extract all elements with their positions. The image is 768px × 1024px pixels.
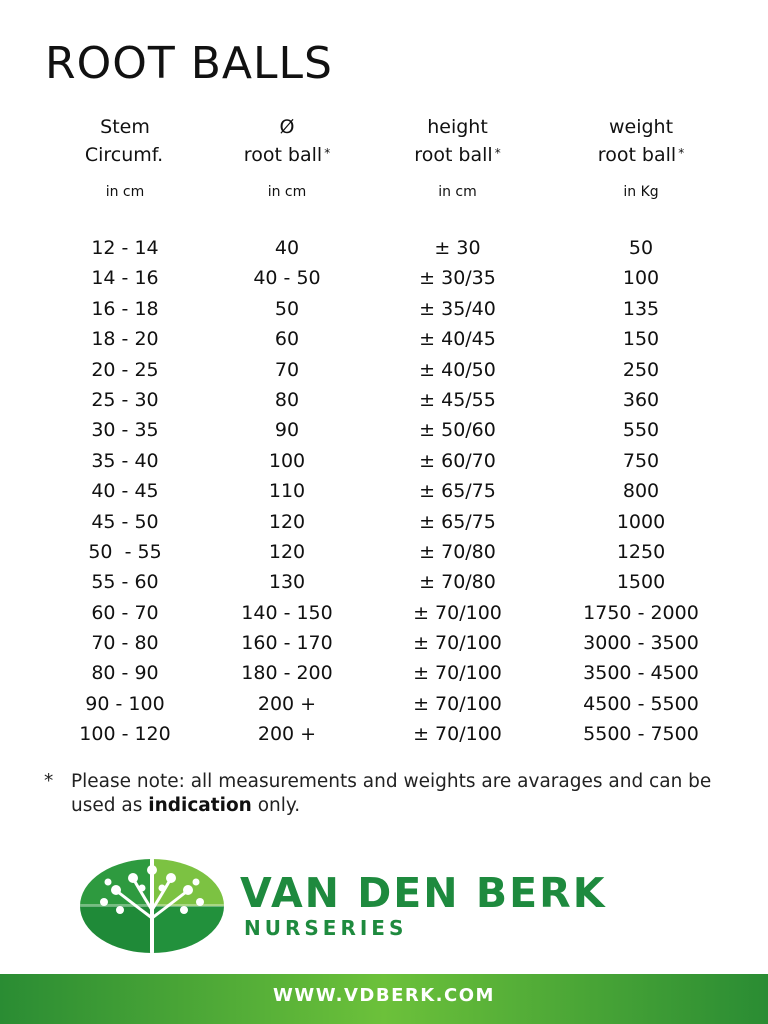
table-cell: 4500 - 5500 <box>583 692 699 715</box>
table-cell: 16 - 18 <box>91 297 159 320</box>
table-row <box>0 567 768 597</box>
root-ball-table <box>0 233 768 750</box>
table-cell: 135 <box>622 297 660 320</box>
table-cell: ± 40/50 <box>419 358 496 381</box>
table-cell: 100 - 120 <box>79 723 171 746</box>
table-row <box>0 658 768 688</box>
table-cell: 20 - 25 <box>91 358 159 381</box>
table-cell: 90 - 100 <box>85 692 165 715</box>
table-cell: ± 70/80 <box>419 540 496 563</box>
table-cell: ± 70/100 <box>413 692 502 715</box>
table-cell: 50 <box>274 297 300 320</box>
table-row <box>0 263 768 293</box>
column-header-line1: height <box>427 116 488 138</box>
column-unit-2: in cm <box>438 184 477 200</box>
table-cell: 80 <box>274 388 300 411</box>
table-row <box>0 598 768 628</box>
column-unit-0: in cm <box>105 184 145 200</box>
table-cell: ± 30/35 <box>419 267 496 290</box>
table-cell: 100 <box>268 449 306 472</box>
column-header-0 <box>45 113 205 169</box>
column-header-line2: root ball * <box>243 144 331 166</box>
table-cell: 3000 - 3500 <box>583 632 699 655</box>
table-cell: 100 <box>622 267 660 290</box>
table-cell: ± 70/100 <box>413 662 502 685</box>
table-row <box>0 355 768 385</box>
table-cell: 40 <box>274 237 300 259</box>
table-cell: 550 <box>622 419 660 442</box>
table-row <box>0 415 768 445</box>
table-row <box>0 446 768 476</box>
table-row <box>0 476 768 506</box>
footnote-text: Please note: all measurements and weights are avarages and can be used as indication only. <box>71 771 712 816</box>
table-cell: 110 <box>268 480 306 503</box>
website-link[interactable]: WWW.VDBERK.COM <box>273 985 495 1006</box>
table-cell: ± 30 <box>434 237 481 259</box>
table-cell: 5500 - 7500 <box>583 723 699 746</box>
column-header-line1: Ø <box>279 116 295 138</box>
table-cell: 18 - 20 <box>91 328 159 351</box>
table-cell: 90 <box>274 419 300 442</box>
column-header-line2: Circumf. <box>84 144 164 166</box>
footnote-bold: indication <box>148 795 252 816</box>
column-header-line1: weight <box>608 116 674 138</box>
table-cell: 1000 <box>616 510 666 533</box>
table-cell: 45 - 50 <box>91 510 159 533</box>
table-row <box>0 324 768 354</box>
brand-subtitle: NURSERIES <box>244 916 408 940</box>
table-cell: 360 <box>622 388 660 411</box>
table-cell: ± 50/60 <box>419 419 496 442</box>
column-header-1 <box>207 113 367 169</box>
column-header-asterisk: * <box>678 146 685 160</box>
table-cell: 12 - 14 <box>91 237 159 259</box>
table-row <box>0 385 768 415</box>
table-cell: 800 <box>622 480 660 503</box>
table-cell: 70 <box>274 358 300 381</box>
column-header-asterisk: * <box>324 146 331 160</box>
table-cell: 14 - 16 <box>91 267 159 290</box>
table-row <box>0 628 768 658</box>
table-cell: 30 - 35 <box>91 419 159 442</box>
column-header-line1: Stem <box>100 116 150 138</box>
table-cell: 35 - 40 <box>91 449 159 472</box>
table-cell: 25 - 30 <box>91 388 159 411</box>
table-cell: 55 - 60 <box>91 571 159 594</box>
table-cell: ± 60/70 <box>419 449 496 472</box>
column-header-line2: root ball * <box>597 144 685 166</box>
footer-bar <box>0 974 768 1024</box>
table-cell: 50 - 55 <box>88 540 162 563</box>
table-cell: 200 + <box>257 723 317 746</box>
table-cell: 160 - 170 <box>241 632 333 655</box>
table-cell: 1500 <box>616 571 666 594</box>
table-cell: 1750 - 2000 <box>583 601 699 624</box>
table-cell: 750 <box>622 449 660 472</box>
footnote-asterisk: * <box>44 771 54 792</box>
page-title: ROOT BALLS <box>45 38 333 89</box>
table-row <box>0 294 768 324</box>
column-header-asterisk: * <box>494 146 501 160</box>
table-cell: ± 70/100 <box>413 723 502 746</box>
table-cell: 1250 <box>616 540 666 563</box>
table-cell: 70 - 80 <box>91 632 159 655</box>
table-cell: 50 <box>628 237 654 259</box>
table-cell: ± 40/45 <box>419 328 496 351</box>
table-cell: 60 <box>274 328 300 351</box>
column-header-line2: root ball * <box>414 144 501 166</box>
table-cell: ± 65/75 <box>419 510 496 533</box>
table-row <box>0 537 768 567</box>
table-cell: 200 + <box>257 692 317 715</box>
column-header-2 <box>375 113 540 169</box>
table-row <box>0 233 768 263</box>
table-cell: 3500 - 4500 <box>583 662 699 685</box>
table-cell: 60 - 70 <box>91 601 159 624</box>
table-cell: 180 - 200 <box>241 662 333 685</box>
table-cell: 120 <box>268 540 306 563</box>
footnote <box>44 770 724 818</box>
column-unit-3: in Kg <box>623 184 659 200</box>
table-cell: 80 - 90 <box>91 662 159 685</box>
table-cell: 40 - 45 <box>91 480 159 503</box>
table-cell: ± 70/100 <box>413 632 502 655</box>
table-cell: ± 45/55 <box>419 388 496 411</box>
table-cell: 120 <box>268 510 306 533</box>
table-cell: 150 <box>622 328 660 351</box>
table-cell: 250 <box>622 358 660 381</box>
column-header-3 <box>560 113 722 169</box>
table-cell: ± 65/75 <box>419 480 496 503</box>
column-unit-1: in cm <box>267 184 307 200</box>
table-cell: 40 - 50 <box>253 267 321 290</box>
table-row <box>0 507 768 537</box>
table-cell: ± 70/100 <box>413 601 502 624</box>
table-cell: 140 - 150 <box>241 601 333 624</box>
brand-wordmark <box>240 870 607 940</box>
tree-leaf-logo-icon <box>78 858 226 954</box>
table-cell: ± 70/80 <box>419 571 496 594</box>
brand-name: VAN DEN BERK <box>240 869 607 917</box>
table-row <box>0 719 768 749</box>
table-row <box>0 689 768 719</box>
table-cell: ± 35/40 <box>419 297 496 320</box>
table-cell: 130 <box>268 571 306 594</box>
